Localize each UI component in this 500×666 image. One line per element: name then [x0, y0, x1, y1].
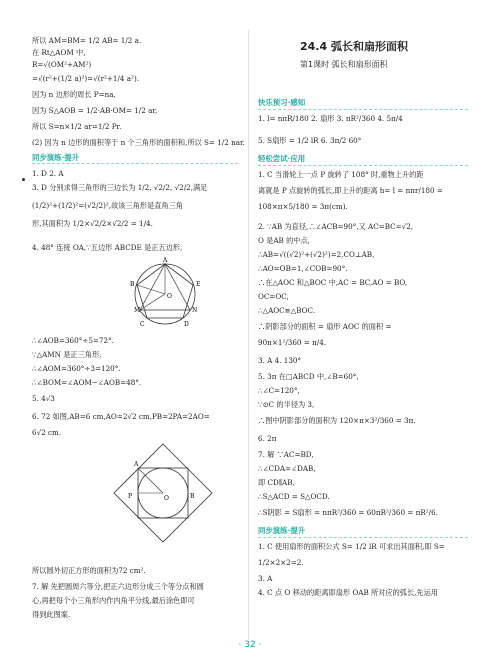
right-line: 7. 解 ∵AC=BD,	[258, 450, 314, 459]
right-line: 1. C 当滑轮上一点 P 旋转了 108° 时,重物上升的距	[258, 170, 424, 179]
left-line: R=√(OM²+AM²)	[32, 60, 92, 69]
left-line: 所以 S=n×1/2 ar=1/2 Pr.	[32, 122, 122, 131]
lesson-subtitle: 第1课时 弧长和扇形面积	[300, 60, 388, 69]
svg-text:M: M	[134, 307, 141, 314]
left-line: 所以 AM=BM= 1/2 AB= 1/2 a.	[32, 36, 142, 45]
right-line: 90π×1²/360 = π/4.	[258, 338, 327, 347]
svg-text:O: O	[164, 495, 169, 502]
section-title: 24.4 弧长和扇形面积	[300, 40, 408, 53]
svg-text:P: P	[128, 493, 133, 500]
right-line: 1. l= nπR/180 2. 扇形 3. πR²/360 4. 5π/4	[258, 114, 403, 123]
right-line: ∴在△AOC 和△BOC 中,AC = BC,AO = BO,	[258, 278, 408, 287]
left-line: 6. 72 如图,AB=6 cm,AO=2√2 cm,PB=2PA=2AO=	[32, 412, 210, 421]
left-line: 1. D 2. A	[32, 169, 64, 178]
right-line: 5. 3π 在□ABCD 中,∠B=60°,	[258, 372, 359, 381]
svg-text:D: D	[184, 321, 189, 328]
section-rule	[32, 163, 238, 164]
svg-text:B: B	[190, 493, 195, 500]
right-line: 108×π×5/180 = 3π(cm).	[258, 202, 348, 211]
column-divider	[248, 30, 249, 640]
svg-text:A: A	[134, 461, 139, 468]
right-section-header: 同步演练·提升	[258, 526, 306, 535]
right-line: O 是AB 的中点,	[258, 236, 310, 245]
right-line: 1/2×2×2=2.	[258, 558, 304, 567]
left-line: 4. 48° 连接 OA,∵五边形 ABCDE 是正五边形,	[32, 243, 183, 252]
right-line: 3. A	[258, 574, 273, 583]
left-line: ∴∠AOB=360°÷5=72°.	[32, 336, 114, 345]
left-line: ∵△AMN 是正三角形,	[32, 350, 102, 359]
pentagon-circle-figure	[120, 256, 210, 330]
svg-text:B: B	[130, 281, 135, 288]
right-line: 4. C 点 O 移动的距离即扇形 OAB 所对应的弧长,先运用	[258, 588, 438, 597]
right-line: ∴△AOC≌△BOC.	[258, 306, 316, 315]
right-line: ∴S阴影 = S扇形 = nπR²/360 = 60πR²/360 = πR²/6.	[258, 508, 438, 517]
left-line: 得到此图案.	[32, 610, 71, 619]
right-line: 1. C 使用扇形的面积公式 S= 1/2 lR 可求出其面积,即 S=	[258, 542, 445, 551]
left-line: 所以圆外切正方形的面积为72 cm².	[32, 566, 146, 575]
page-number: · 32 ·	[238, 640, 262, 650]
left-line: 因为 n 边形的周长 P=na,	[32, 90, 116, 99]
left-line: ∴∠AOM=360°÷3=120°.	[32, 364, 121, 373]
right-line: ∴阴影部分的面积 = 扇形 AOC 的面积 =	[258, 322, 392, 331]
margin-dot	[22, 178, 25, 181]
section-rule	[258, 109, 468, 110]
left-section-header: 同步演练·提升	[32, 153, 80, 162]
left-line: 5. 4√3	[32, 394, 55, 403]
right-line: ∴S△ACD = S△OCD.	[258, 492, 330, 501]
left-line: 形,其面积为 1/2×√2/2×√2/2 = 1/4.	[32, 219, 153, 228]
right-line: 离就是 P 点旋转的弧长,即上升的距离 h= l = nπr/180 =	[258, 186, 443, 195]
label-a: A	[163, 257, 168, 264]
right-section-header: 轻松尝试·应用	[258, 154, 306, 163]
right-line: ∵⊙C 的半径为 3,	[258, 400, 315, 409]
left-line: 3. D 分别求得三角形的三边长为 1/2, √2/2, √2/2,满足	[32, 183, 208, 192]
right-line: 6. 2π	[258, 434, 277, 443]
svg-text:C: C	[140, 321, 145, 328]
svg-text:O: O	[167, 293, 172, 300]
svg-text:N: N	[192, 307, 198, 314]
right-line: ∴AO=OB=1,∠COB=90°.	[258, 264, 348, 273]
left-line: 心,再把每个小三角形内作内角平分线,最后涂色即可	[32, 596, 195, 605]
left-line: 7. 解 先把圆周六等分,把正六边形分成三个等分点和圆	[32, 582, 204, 591]
left-line: 因为 S△AOB = 1/2·AB·OM= 1/2 ar,	[32, 106, 158, 115]
left-line: =√(r²+(1/2 a)²)=√(r²+1/4 a²).	[32, 74, 140, 83]
section-rule	[258, 537, 468, 538]
right-section-header: 快乐预习·感知	[258, 98, 306, 107]
right-line: ∴∠CDA=∠DAB,	[258, 464, 316, 473]
left-line: (1/2)²+(1/2)²=(√2/2)²,故该三角形是直角三角	[32, 201, 183, 210]
left-line: ∴∠BOM=∠AOM−∠AOB=48°.	[32, 378, 142, 387]
right-line: ∴AB=√((√2)²+(√2)²)=2,CO⊥AB,	[258, 250, 375, 259]
right-line: 即 CD∥AB,	[258, 478, 295, 487]
svg-text:E: E	[196, 281, 201, 288]
right-line: 5. S扇形 = 1/2 lR 6. 3π/2 60°	[258, 136, 362, 145]
left-line: 在 Rt△AOM 中,	[32, 48, 86, 57]
right-line: OC=OC,	[258, 292, 289, 301]
right-line: ∴图中阴影部分的面积为 120×π×3²/360 = 3π.	[258, 416, 416, 425]
section-rule	[258, 165, 468, 166]
right-line: 2. ∵AB 为直径,∴∠ACB=90°,又 AC=BC=√2,	[258, 222, 414, 231]
square-circle-figure	[108, 438, 218, 548]
right-line: ∴∠C=120°,	[258, 386, 300, 395]
left-line: 6√2 cm.	[32, 428, 62, 437]
right-line: 3. A 4. 130°	[258, 356, 302, 365]
left-line: (2) 因为 n 边形的面积等于 n 个三角形的面积和,所以 S= 1/2 nar.	[32, 138, 245, 147]
